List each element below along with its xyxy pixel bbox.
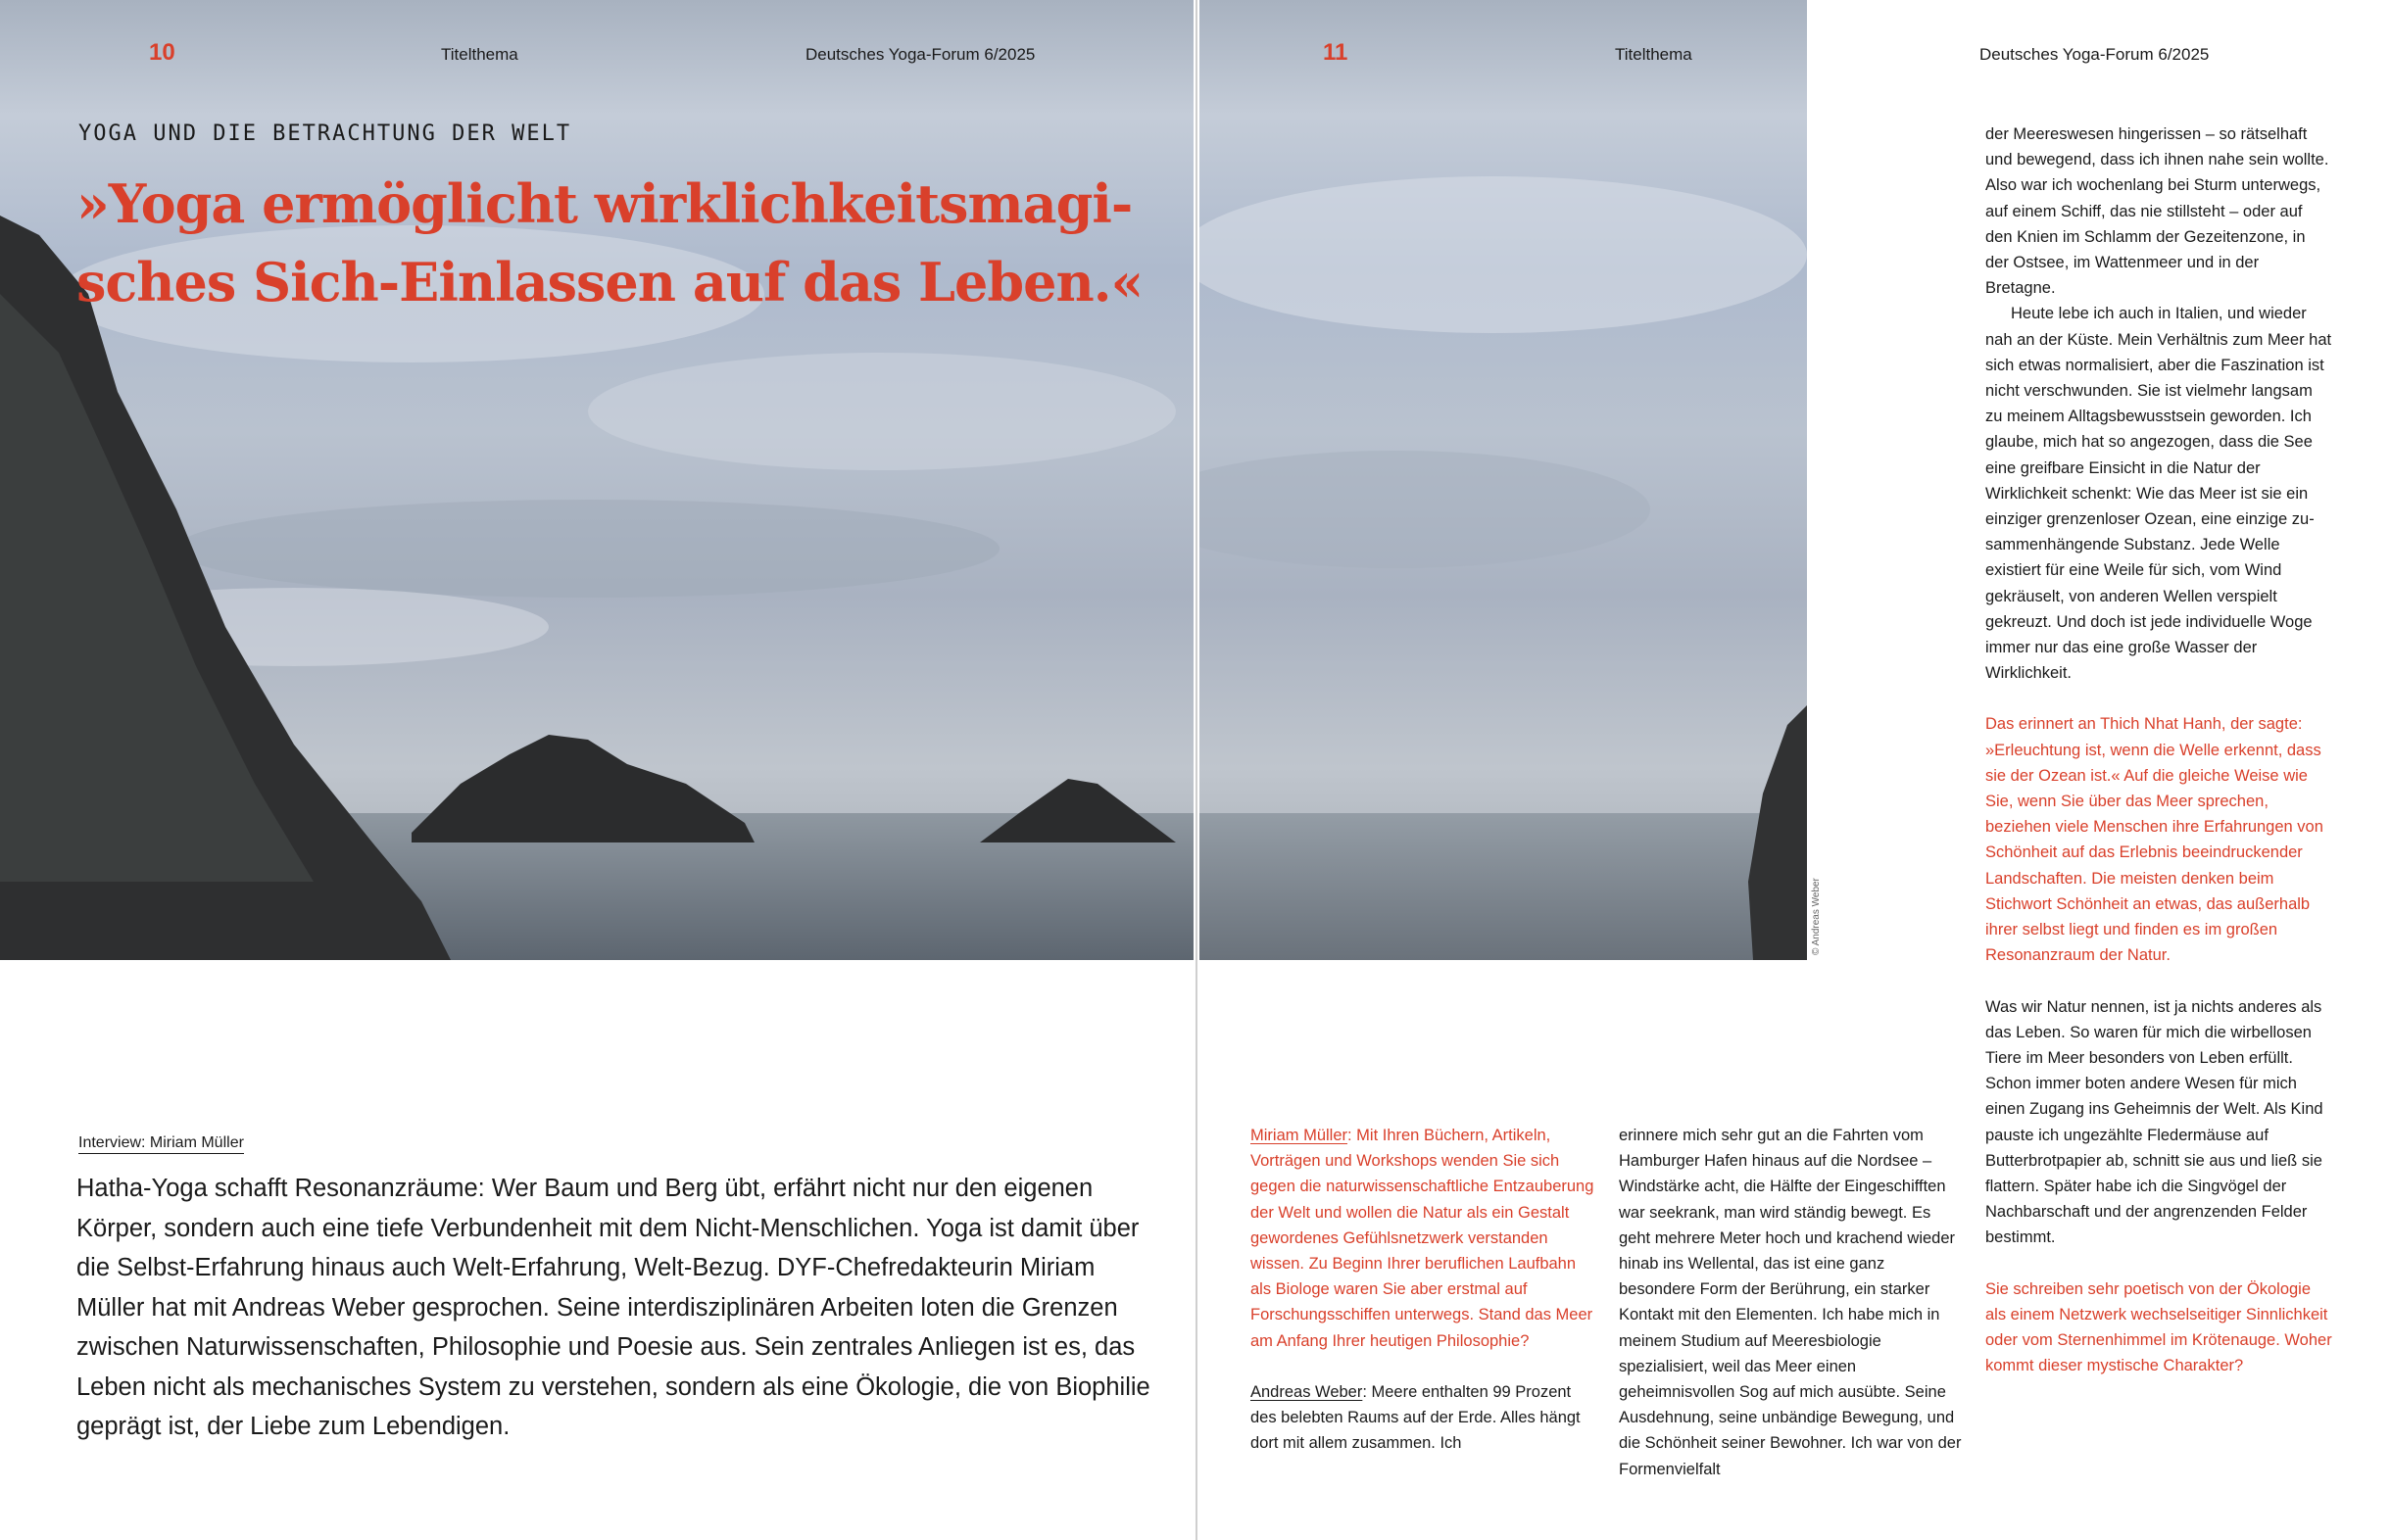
right-page-number: 11 (1323, 39, 1348, 66)
cover-photo-right (1199, 0, 1807, 960)
headline-line-1: »Yoga ermöglicht wirklichkeitsmagi- (76, 172, 1133, 235)
right-section-label: Titelthema (1615, 45, 1692, 64)
left-magazine-label: Deutsches Yoga-Forum 6/2025 (805, 45, 1036, 64)
photo-credit: © Andreas Weber (1811, 878, 1822, 955)
question-3: Sie schreiben sehr poetisch von der Ökologie als einem Netzwerk wechselseitiger Sinnlichkeit oder vom Sternenhimmel im Krötenauge. Woher kommt dieser mystische Charakter? (1985, 1279, 2332, 1375)
question-2: Das erinnert an Thich Nhat Hanh, der sagte: »Erleuchtung ist, wenn die Welle erkennt, dass sie der Ozean ist.« Auf die gleiche Weise wie Sie, wenn Sie über das Meer sprechen, beziehen viele Menschen ihre Erfahrungen von Schönheit auf das Erlebnis beeindruckender Landschaften. Die meisten denken beim Stichwort Schönheit an etwas, das außerhalb ihrer selbst liegt und finden es im großen Resonanzraum der Natur. (1985, 715, 2323, 965)
answer-1-continued: erinnere mich sehr gut an die Fahrten vom Hamburger Hafen hinaus auf die Nordsee – Windstärke acht, die Hälfte der Eingeschifften war seekrank, man wird ständig bewegt. Es geht mehrere Meter hoch und krachend wieder hinab ins Wellental, das ist eine ganz besondere Form der Berührung, ein starker Kontakt mit den Elementen. Ich habe mich in meinem Studium auf Meeresbiologie spezialisiert, weil das Meer einen geheimnisvollen Sog auf mich ausübte. Seine Ausdehnung, seine unbändige Bewegung, und die Schönheit seiner Bewohner. Ich war von der Formenvielfalt (1619, 1127, 1962, 1478)
sea-horizon-illustration (1199, 0, 1807, 960)
page-spine (1196, 0, 1197, 1540)
interview-credit: Interview: Miriam Müller (78, 1134, 244, 1154)
speaker-andreas-weber: Andreas Weber (1250, 1382, 1363, 1401)
answer-1-paragraph-2: Heute lebe ich auch in Italien, und wieder nah an der Küste. Mein Verhältnis zum Meer hat sich etwas normalisiert, aber die Faszination ist nicht verschwunden. Sie ist vielmehr langsam zu meinem Alltagsbewusstsein geworden. Ich glaube, mich hat so angezogen, dass die See eine greifbare Einsicht in die Natur der Wirklichkeit schenkt: Wie das Meer ist sie ein einziger grenzenloser Ozean, eine einzige zusammenhängende Substanz. Jede Welle existiert für eine Weile für sich, vom Wind gekräuselt, von anderen Wellen verspielt gekreuzt. Und doch ist jede individuelle Woge immer nur das eine große Wasser der Wirklichkeit. (1985, 305, 2332, 683)
interview-column-1 (1250, 1123, 1595, 1456)
right-magazine-label: Deutsches Yoga-Forum 6/2025 (1979, 45, 2210, 64)
answer-1-start (1250, 1379, 1595, 1457)
left-page-number: 10 (149, 39, 175, 66)
question-1-text: : Mit Ihren Büchern, Artikeln, Vorträgen und Workshops wenden Sie sich gegen die naturwissenschaftliche Entzauberung der Welt und wollen die Natur als ein Gestalt gewordenes Gefühlsnetzwerk verstanden wissen. Zu Beginn Ihrer beruflichen Laufbahn als Biologe waren Sie aber erstmal auf Forschungsschiffen unterwegs. Stand das Meer am Anfang Ihrer heutigen Philosophie? (1250, 1127, 1594, 1350)
article-headline (76, 165, 1174, 321)
speaker-miriam-mueller: Miriam Müller (1250, 1127, 1347, 1144)
interview-column-3 (1985, 121, 2332, 1378)
question-1 (1250, 1123, 1595, 1354)
answer-2: Was wir Natur nennen, ist ja nichts anderes als das Leben. So waren für mich die wirbellosen Tiere im Meer besonders von Leben erfüllt. Schon immer boten andere Wesen für mich einen Zugang ins Geheimnis der Welt. Als Kind pauste ich ungezählte Fledermäuse auf Butterbrotpapier ab, schnitt sie aus und ließ sie flattern. Später habe ich die Singvögel der Nachbarschaft und der angrenzenden Felder bestimmt. (1985, 997, 2323, 1247)
answer-1-end: der Meereswesen hingerissen – so rätselhaft und bewegend, dass ich ihnen nahe sein wollte. Also war ich wochenlang bei Sturm unterwegs, auf einem Schiff, das nie stillsteht – oder auf den Knien im Schlamm der Gezeitenzone, in der Ostsee, im Wattenmeer und in der Bretagne. (1985, 125, 2329, 298)
article-intro: Hatha-Yoga schafft Resonanzräume: Wer Baum und Berg übt, erfährt nicht nur den eigenen Körper, sondern auch eine tiefe Verbundenheit mit dem Nicht-Menschlichen. Yoga ist damit über die Selbst-Erfahrung hinaus auch Welt-Erfahrung, Welt-Bezug. DYF-Chefredakteurin Miriam Müller hat mit Andreas Weber gesprochen. Seine interdisziplinären Arbeiten loten die Grenzen zwischen Naturwissenschaften, Philosophie und Poesie aus. Sein zentrales Anliegen ist es, das Leben nicht als mechanisches System zu verstehen, sondern als eine Ökologie, die von Biophilie geprägt ist, der Liebe zum Lebendigen. (76, 1175, 1150, 1440)
article-kicker: YOGA UND DIE BETRACHTUNG DER WELT (78, 121, 572, 146)
headline-line-2: sches Sich-Einlassen auf das Leben.« (76, 251, 1144, 313)
answer-1-start-text: : Meere enthalten 99 Prozent des belebten Raums auf der Erde. Alles hängt dort mit allem zusammen. Ich (1250, 1382, 1581, 1453)
interview-column-2 (1619, 1123, 1962, 1482)
left-section-label: Titelthema (441, 45, 518, 64)
